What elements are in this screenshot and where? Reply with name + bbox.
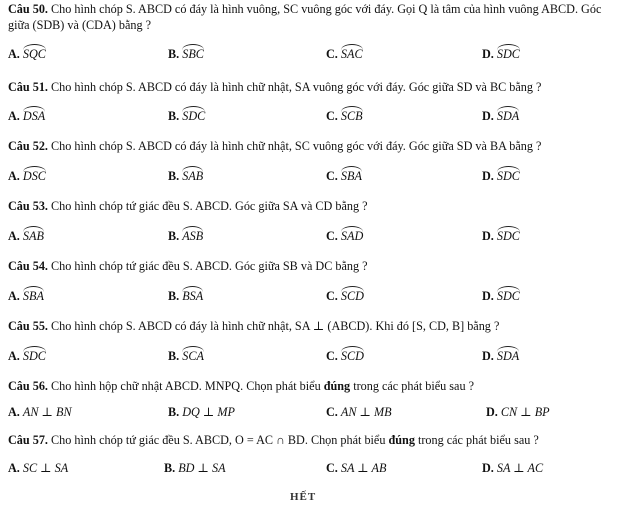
question-53 bbox=[8, 198, 620, 214]
question-stem bbox=[8, 1, 620, 33]
option-c: C. SAD bbox=[326, 226, 363, 244]
option-c: C. AN ⊥ MB bbox=[326, 405, 392, 419]
emphasis-word: đúng bbox=[323, 379, 351, 393]
angle-value: SAD bbox=[341, 226, 363, 244]
angle-value: SAC bbox=[341, 44, 363, 62]
angle-value: SCB bbox=[341, 106, 363, 124]
option-d: D. CN ⊥ BP bbox=[486, 405, 550, 419]
option-a: A. DSA bbox=[8, 106, 45, 124]
question-stem bbox=[8, 138, 620, 154]
angle-value: SBA bbox=[341, 166, 362, 184]
angle-value: SBC bbox=[182, 44, 204, 62]
angle-value: SAB bbox=[23, 226, 44, 244]
option-value: AN ⊥ MB bbox=[340, 405, 392, 419]
angle-value: SDC bbox=[497, 286, 520, 304]
question-52 bbox=[8, 138, 620, 154]
option-b: B. DQ ⊥ MP bbox=[168, 405, 235, 419]
option-d: D. SDC bbox=[482, 286, 520, 304]
option-d: D. SA ⊥ AC bbox=[482, 461, 544, 475]
angle-value: SDC bbox=[497, 226, 520, 244]
option-d: D. SDC bbox=[482, 166, 520, 184]
question-label: Câu 50. bbox=[8, 2, 48, 16]
option-c: C. SAC bbox=[326, 44, 363, 62]
options-52 bbox=[8, 166, 620, 184]
option-b: B. SBC bbox=[168, 44, 204, 62]
options-54 bbox=[8, 286, 620, 304]
angle-value: SCA bbox=[182, 346, 204, 364]
option-d: D. SDA bbox=[482, 106, 519, 124]
option-value: SC ⊥ SA bbox=[22, 461, 69, 475]
question-56 bbox=[8, 378, 620, 394]
emphasis-word: đúng bbox=[388, 433, 415, 447]
question-text: Cho hình chóp S. ABCD có đáy là hình chữ nhật, SA vuông góc với đáy. Góc giữa SD và BC bằng ? bbox=[51, 80, 542, 94]
option-b: B. SCA bbox=[168, 346, 204, 364]
question-54 bbox=[8, 258, 620, 274]
option-c: C. SCD bbox=[326, 346, 364, 364]
option-value: SA ⊥ AC bbox=[496, 461, 544, 475]
angle-value: SDA bbox=[497, 106, 519, 124]
option-c: C. SCD bbox=[326, 286, 364, 304]
question-51 bbox=[8, 79, 620, 95]
option-c: C. SCB bbox=[326, 106, 363, 124]
option-d: D. SDC bbox=[482, 44, 520, 62]
option-a: A. DSC bbox=[8, 166, 46, 184]
option-value: CN ⊥ BP bbox=[500, 405, 550, 419]
question-label: Câu 57. bbox=[8, 433, 48, 447]
question-stem bbox=[8, 378, 620, 394]
option-a: A. SC ⊥ SA bbox=[8, 461, 69, 475]
option-c: C. SBA bbox=[326, 166, 362, 184]
question-label: Câu 55. bbox=[8, 319, 48, 333]
option-a: A. SDC bbox=[8, 346, 46, 364]
option-value: SA ⊥ AB bbox=[340, 461, 387, 475]
angle-value: ASB bbox=[182, 226, 203, 244]
option-b: B. BSA bbox=[168, 286, 203, 304]
angle-value: BSA bbox=[182, 286, 203, 304]
question-text: Cho hình chóp S. ABCD có đáy là hình vuông, SC vuông góc với đáy. Gọi Q là tâm của hình vuông ABCD. Góc giữa (SDB) và (CDA) bằng ? bbox=[8, 2, 602, 32]
angle-value: SCD bbox=[341, 346, 364, 364]
option-b: B. BD ⊥ SA bbox=[164, 461, 226, 475]
angle-value: SDA bbox=[497, 346, 519, 364]
options-56 bbox=[8, 404, 620, 422]
angle-value: SAB bbox=[182, 166, 203, 184]
question-label: Câu 51. bbox=[8, 80, 48, 94]
question-text: Cho hình chóp S. ABCD có đáy là hình chữ nhật, SC vuông góc với đáy. Góc giữa SD và BA bằng ? bbox=[51, 139, 542, 153]
option-a: A. SQC bbox=[8, 44, 46, 62]
angle-value: SDC bbox=[23, 346, 46, 364]
options-57 bbox=[8, 460, 620, 478]
question-57 bbox=[8, 432, 620, 448]
question-label: Câu 52. bbox=[8, 139, 48, 153]
question-stem bbox=[8, 79, 620, 95]
angle-value: DSC bbox=[23, 166, 46, 184]
question-label: Câu 53. bbox=[8, 199, 48, 213]
question-55 bbox=[8, 318, 620, 334]
question-text: Cho hình chóp tứ giác đều S. ABCD. Góc giữa SB và DC bằng ? bbox=[51, 259, 368, 273]
angle-value: SBA bbox=[23, 286, 44, 304]
option-d: D. SDA bbox=[482, 346, 519, 364]
options-53 bbox=[8, 226, 620, 244]
question-text: Cho hình chóp tứ giác đều S. ABCD. Góc giữa SA và CD bằng ? bbox=[51, 199, 368, 213]
option-value: BD ⊥ SA bbox=[178, 461, 226, 475]
question-stem bbox=[8, 258, 620, 274]
angle-value: SCD bbox=[341, 286, 364, 304]
angle-value: SQC bbox=[23, 44, 46, 62]
option-d: D. SDC bbox=[482, 226, 520, 244]
options-51 bbox=[8, 106, 620, 124]
question-label: Câu 56. bbox=[8, 379, 48, 393]
question-text-end: trong các phát biểu sau ? bbox=[414, 433, 539, 447]
angle-value: SDC bbox=[497, 44, 520, 62]
options-55 bbox=[8, 346, 620, 364]
question-stem bbox=[8, 432, 620, 448]
option-b: B. SDC bbox=[168, 106, 205, 124]
angle-value: SDC bbox=[497, 166, 520, 184]
question-stem bbox=[8, 318, 620, 334]
question-text: Cho hình hộp chữ nhật ABCD. MNPQ. Chọn phát biểu bbox=[51, 379, 324, 393]
option-b: B. ASB bbox=[168, 226, 203, 244]
option-a: A. AN ⊥ BN bbox=[8, 405, 72, 419]
angle-value: SDC bbox=[182, 106, 205, 124]
question-text-end: trong các phát biểu sau ? bbox=[350, 379, 475, 393]
option-value: AN ⊥ BN bbox=[22, 405, 72, 419]
option-a: A. SAB bbox=[8, 226, 44, 244]
option-c: C. SA ⊥ AB bbox=[326, 461, 387, 475]
question-label: Câu 54. bbox=[8, 259, 48, 273]
end-marker: HẾT bbox=[290, 491, 317, 503]
option-a: A. SBA bbox=[8, 286, 44, 304]
question-50 bbox=[8, 1, 620, 33]
question-text: Cho hình chóp tứ giác đều S. ABCD, O = AC ∩ BD. Chọn phát biểu bbox=[51, 433, 389, 447]
option-value: DQ ⊥ MP bbox=[182, 405, 235, 419]
question-stem bbox=[8, 198, 620, 214]
question-text: Cho hình chóp S. ABCD có đáy là hình chữ nhật, SA ⊥ (ABCD). Khi đó [S, CD, B] bằng ? bbox=[51, 319, 500, 333]
angle-value: DSA bbox=[23, 106, 45, 124]
options-50 bbox=[8, 44, 620, 62]
option-b: B. SAB bbox=[168, 166, 203, 184]
